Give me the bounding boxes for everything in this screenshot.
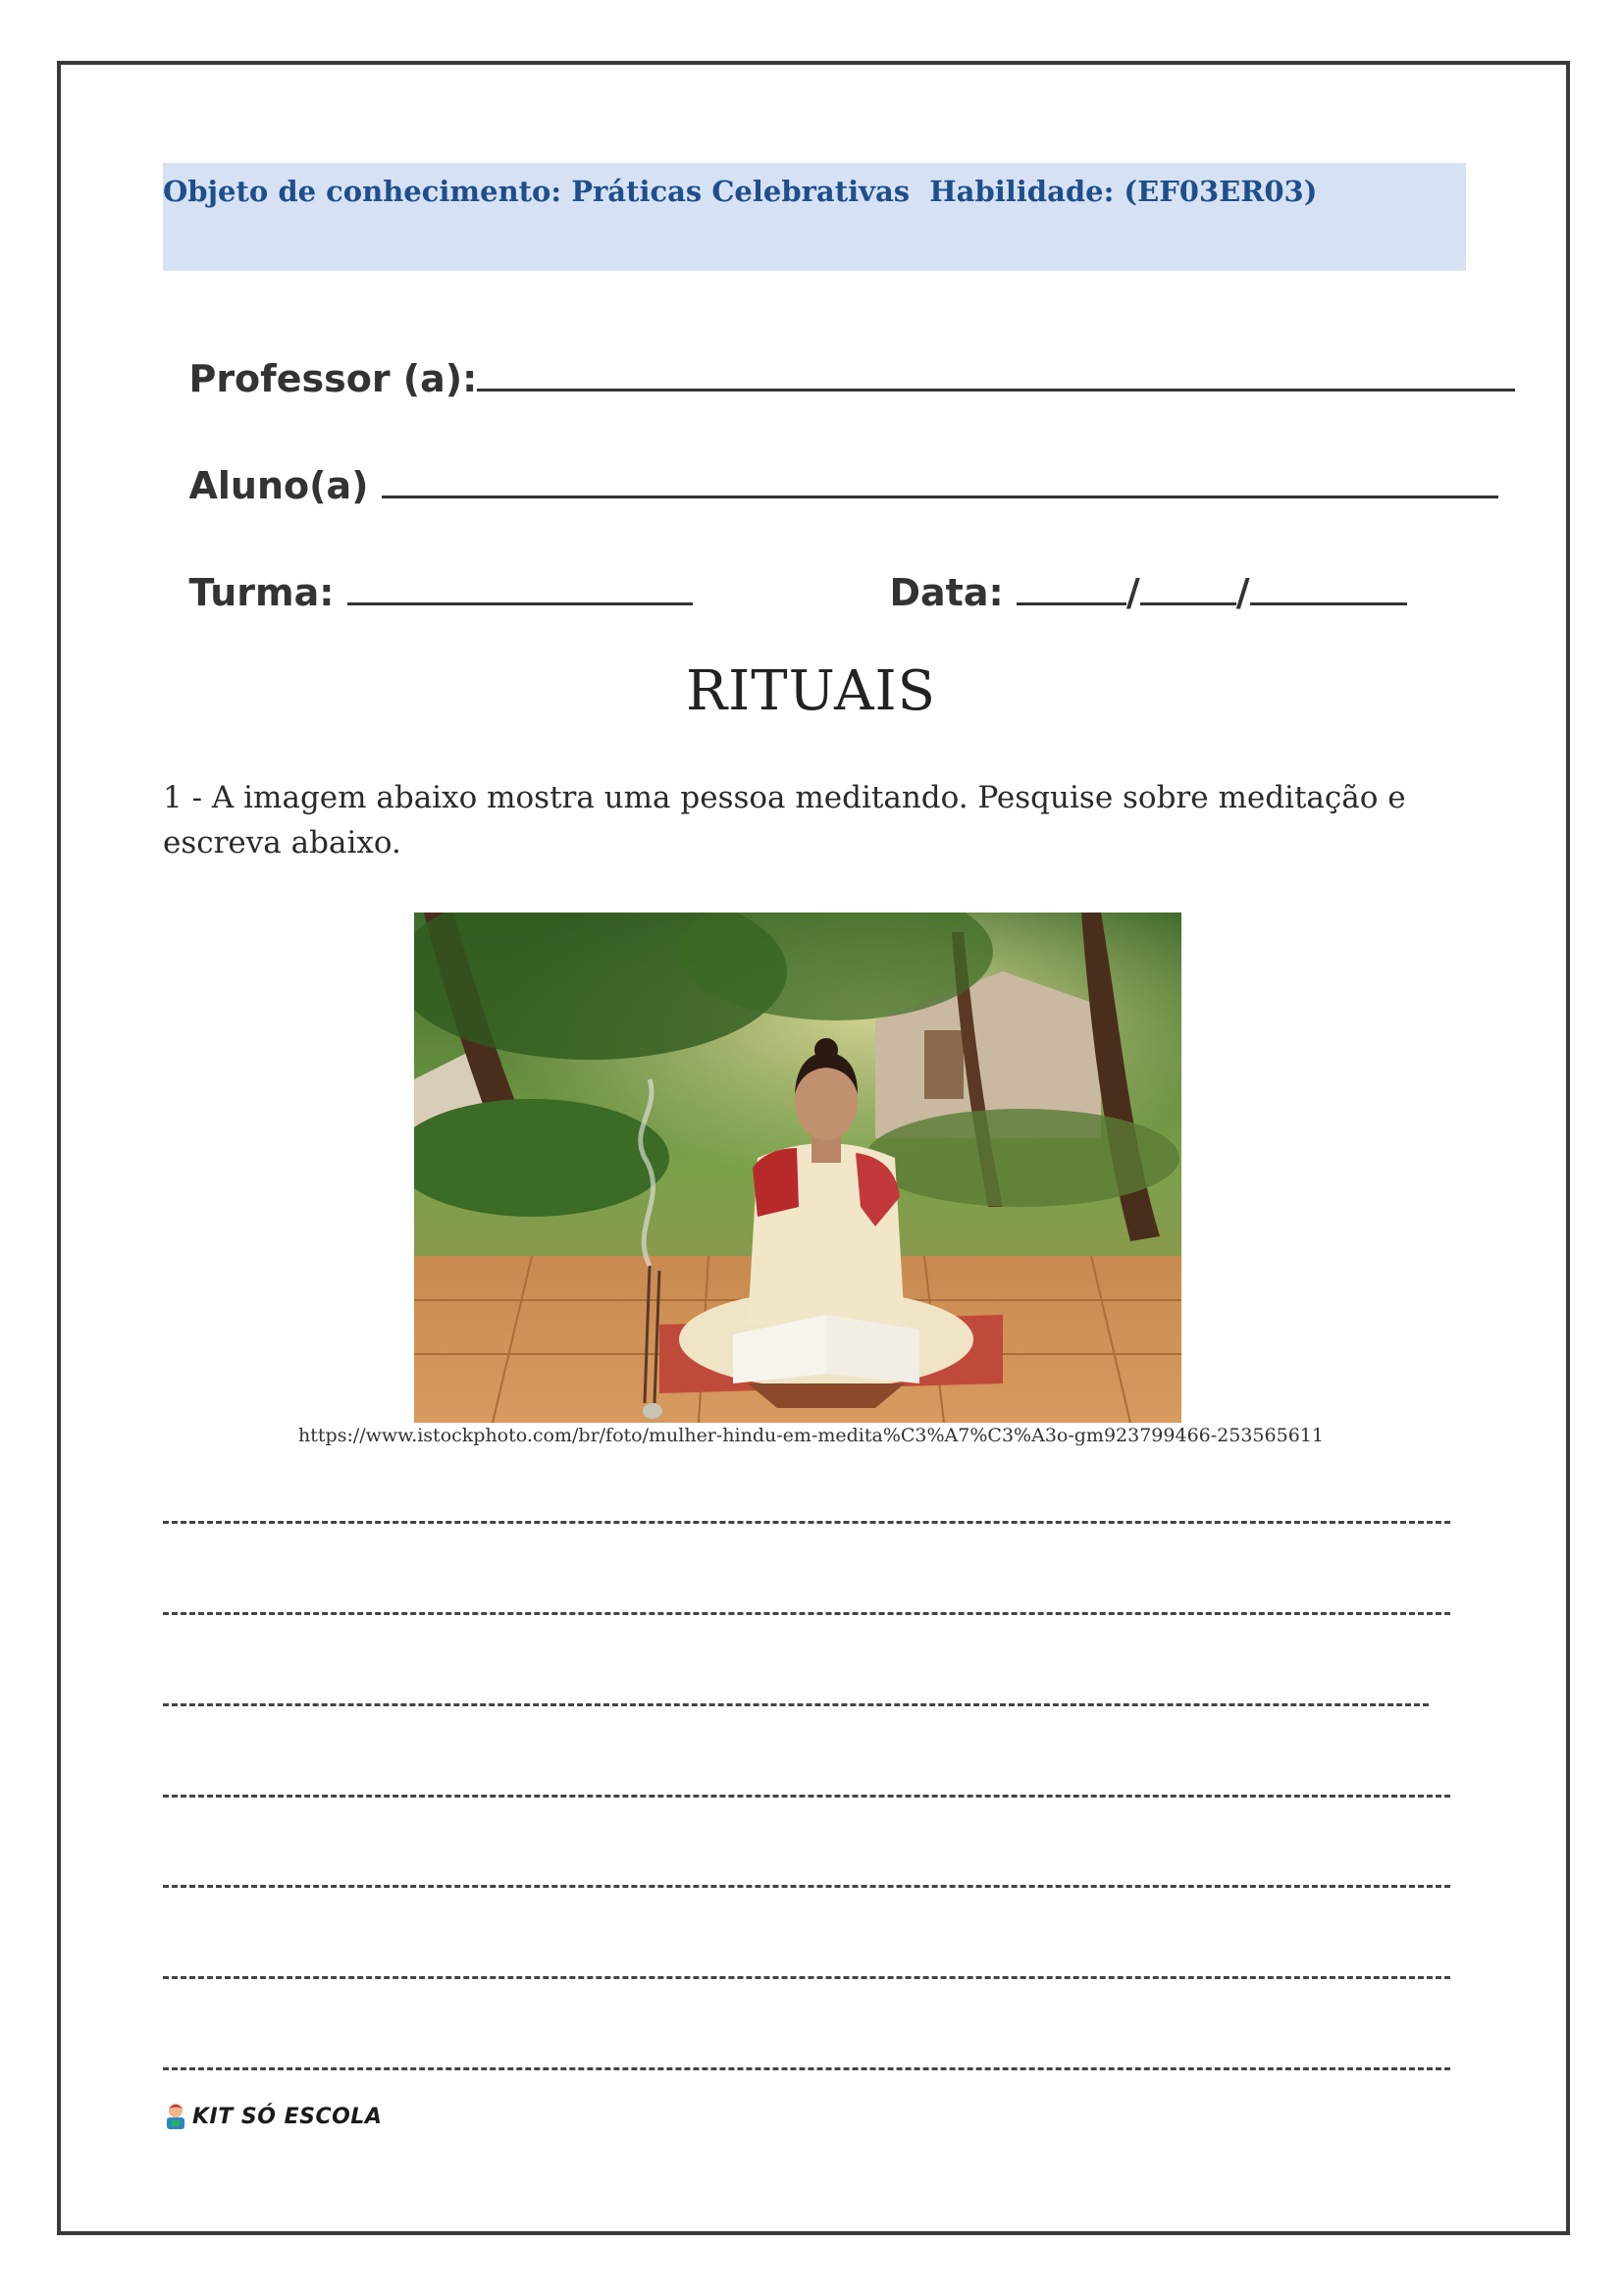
turma-blank[interactable] [347,573,693,605]
date-separator: / [1235,571,1250,614]
day-blank[interactable] [1017,573,1126,605]
question-text: 1 - A imagem abaixo mostra uma pessoa meditando. Pesquise sobre meditação e escreva abaixo. [163,780,1406,861]
aluno-blank[interactable] [382,466,1498,498]
professor-field [163,322,1515,400]
answer-line[interactable] [163,1612,1450,1615]
professor-label: Professor (a): [188,357,478,400]
answer-line[interactable] [163,2067,1450,2070]
turma-label: Turma: [188,571,335,614]
data-field [863,536,1407,614]
data-label: Data: [889,571,1004,614]
banner-text: Objeto de conhecimento: Práticas Celebrativas Habilidade: (EF03ER03) [163,175,1318,208]
date-separator: / [1125,571,1140,614]
answer-line[interactable] [163,1521,1450,1524]
meditation-photo [414,913,1181,1423]
year-blank[interactable] [1250,573,1407,605]
answer-line[interactable] [163,1976,1450,1979]
answer-line[interactable] [163,1795,1450,1798]
aluno-label: Aluno(a) [188,464,369,507]
aluno-field [163,429,1498,507]
turma-field [163,536,693,614]
image-source-caption: https://www.istockphoto.com/br/foto/mulher-hindu-em-medita%C3%A7%C3%A3o-gm923799466-253565611 [298,1425,1324,1446]
logo-text: KIT SÓ ESCOLA [192,2104,383,2129]
professor-blank[interactable] [477,359,1515,391]
page-title: RITUAIS [685,659,937,723]
header-banner [163,163,1466,271]
month-blank[interactable] [1140,573,1236,605]
kit-so-escola-logo [163,2102,382,2131]
answer-line[interactable] [163,1885,1450,1888]
student-mascot-icon [163,2102,188,2131]
answer-line[interactable] [163,1703,1429,1706]
